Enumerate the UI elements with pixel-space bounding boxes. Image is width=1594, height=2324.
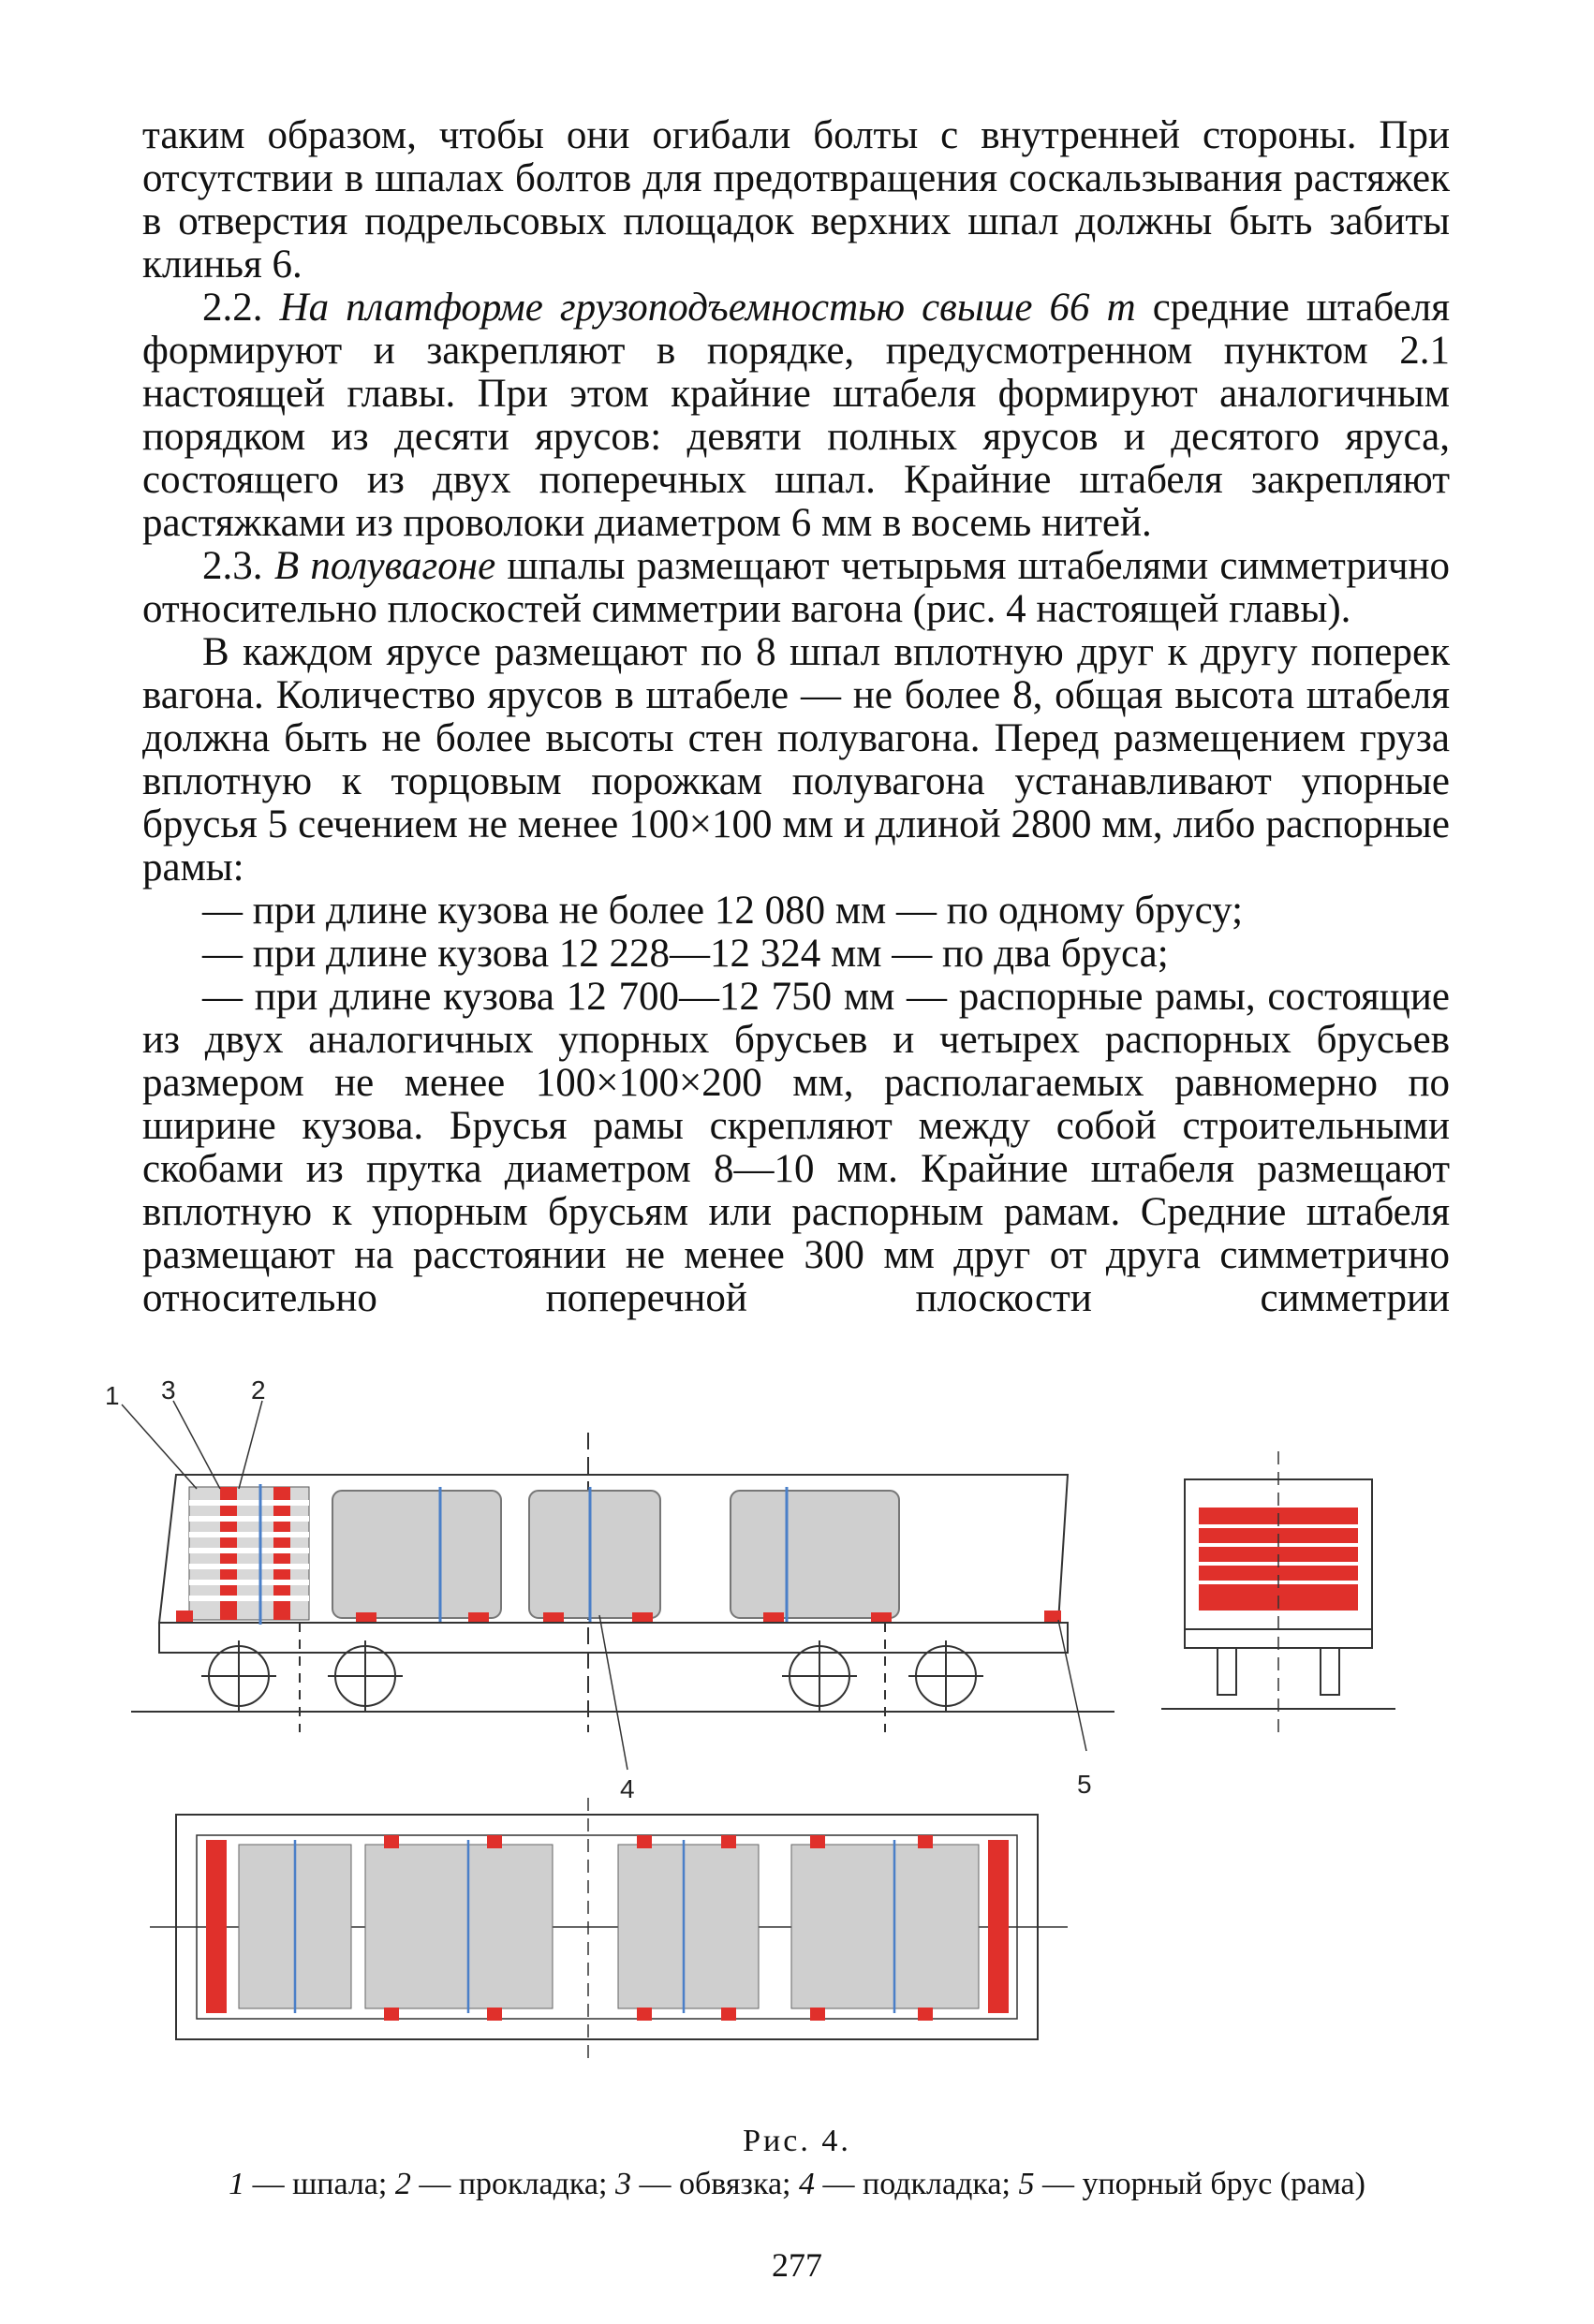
legend-text: — прокладка;: [410, 2167, 615, 2201]
legend-number: 2: [394, 2167, 411, 2201]
clause-text: шпалы размещают четырьмя штабелями симметрично относительно плоскостей симметрии вагона (рис. 4 настоящей главы).: [142, 544, 1450, 631]
label-1: 1: [105, 1381, 120, 1410]
paragraph-2: [142, 287, 1450, 545]
clause-emphasis: На платформе грузоподъемностью свыше 66 т: [279, 286, 1136, 330]
end-stack: [189, 1484, 309, 1625]
legend-number: 5: [1018, 2167, 1035, 2201]
legend-text: — упорный брус (рама): [1034, 2167, 1365, 2201]
clause-number: 2.3.: [202, 544, 263, 588]
body-text: [142, 114, 1450, 1320]
legend-number: 4: [799, 2167, 815, 2201]
end-view: [1161, 1451, 1395, 1732]
top-view: [150, 1798, 1068, 2060]
wagon-diagram: [105, 1375, 1461, 2088]
list-item: — при длине кузова 12 228—12 324 мм — по два бруса;: [202, 932, 1169, 976]
label-2: 2: [251, 1375, 266, 1405]
clause-text: средние штабеля формируют и закрепляют в порядке, предусмотренном пунктом 2.1 настоящей главы. При этом крайние штабеля формируют аналогичным порядком из десяти ярусов: девяти полных ярусов и десятого яруса, состоящего из двух поперечных шпал. Крайние штабеля закрепляют растяжками из проволоки диаметром 6 мм в восемь нитей.: [142, 286, 1450, 545]
legend-text: — шпала;: [244, 2167, 395, 2201]
clause-emphasis: В полувагоне: [273, 544, 496, 588]
list-item: — при длине кузова не более 12 080 мм — по одному брусу;: [202, 889, 1244, 933]
figure-title: Рис. 4.: [743, 2124, 851, 2158]
legend-text: — подкладка;: [815, 2167, 1019, 2201]
page-number: 277: [772, 2246, 822, 2284]
label-3: 3: [161, 1375, 176, 1405]
legend-number: 3: [614, 2167, 631, 2201]
legend-text: — обвязка;: [630, 2167, 799, 2201]
paragraph-4: В каждом ярусе размещают по 8 шпал вплотную друг к другу поперек вагона. Количество ярусов в штабеле — не более 8, общая высота штабеля должна быть не более высоты стен полувагона. Перед размещением груза вплотную к торцовым порожкам полувагона устанавливают упорные брусья 5 сечением не менее 100×100 мм и длиной 2800 мм, либо распорные рамы:: [142, 630, 1450, 890]
figure-legend: [0, 2167, 1594, 2202]
paragraph-3: [142, 545, 1450, 631]
stacks: [332, 1491, 899, 1618]
legend-number: 1: [229, 2167, 245, 2201]
list-item: — при длине кузова 12 700—12 750 мм — распорные рамы, состоящие из двух аналогичных упорных брусьев и четырех распорных брусьев размером не менее 100×100×200 мм, располагаемых равномерно по ширине кузова. Брусья рамы скрепляют между собой строительными скобами из прутка диаметром 8—10 мм. Крайние штабеля размещают вплотную к упорным брусьям или распорным рамам. Средние штабеля размещают на расстоянии не менее 300 мм друг от друга симметрично относительно поперечной плоскости симметрии: [142, 975, 1450, 1320]
label-5: 5: [1077, 1770, 1092, 1799]
paragraph-1: таким образом, чтобы они огибали болты с внутренней стороны. При отсутствии в шпалах болтов для предотвращения соскальзывания растяжек в отверстия подрельсовых площадок верхних шпал должны быть забиты клинья 6.: [142, 113, 1450, 287]
label-4: 4: [620, 1774, 635, 1803]
clause-number: 2.2.: [202, 286, 263, 330]
